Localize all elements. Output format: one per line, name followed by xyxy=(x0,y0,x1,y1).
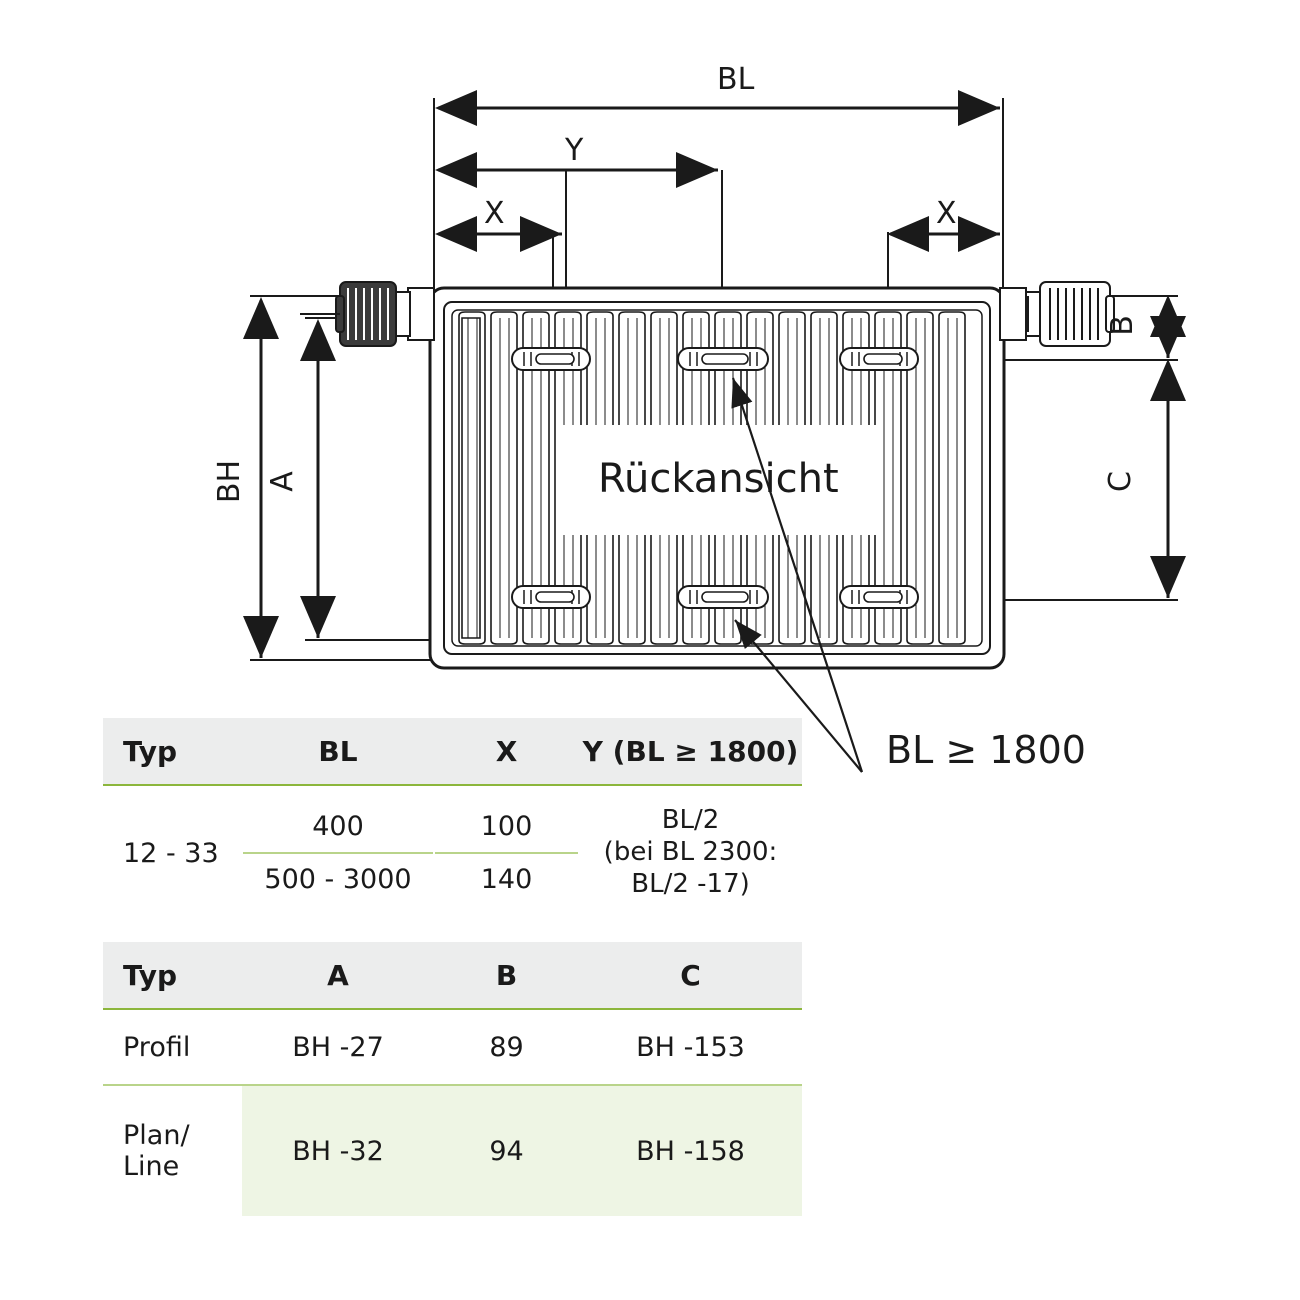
cell-c-profil: BH -153 xyxy=(636,1031,745,1063)
cell-b-profil: 89 xyxy=(489,1031,524,1063)
cell-typ-plan xyxy=(103,1085,242,1216)
table-row xyxy=(103,942,802,1009)
cell-a-plan: BH -32 xyxy=(242,1085,434,1216)
label-a: A xyxy=(264,471,300,492)
table-row xyxy=(103,1009,802,1085)
th-x: X xyxy=(434,718,579,785)
cell-x-bottom: 140 xyxy=(480,864,533,895)
cell-b-plan: 94 xyxy=(434,1085,579,1216)
table-row xyxy=(103,785,802,920)
label-bl: BL xyxy=(717,62,755,97)
th-bl: BL xyxy=(242,718,434,785)
th2-c: C xyxy=(579,942,802,1009)
table-dimensions-bl xyxy=(103,718,802,920)
th2-b: B xyxy=(434,942,579,1009)
cell-bl-bottom: 500 - 3000 xyxy=(264,864,412,895)
mounting-brackets-lower xyxy=(512,586,918,608)
cell-bl xyxy=(242,785,434,920)
mounting-brackets-upper xyxy=(512,348,918,370)
thermostat-valve-right xyxy=(1000,282,1114,346)
cell-typ-plan-line2: Line xyxy=(123,1151,180,1182)
label-b: B xyxy=(1104,315,1140,336)
table-dimensions-abc xyxy=(103,942,802,1216)
center-view-label: Rückansicht xyxy=(598,456,839,502)
label-x-right: X xyxy=(936,196,957,231)
table-row xyxy=(103,1085,802,1216)
cell-y-line2: (bei BL 2300: xyxy=(603,837,778,868)
th-y: Y (BL ≥ 1800) xyxy=(579,718,802,785)
cell-typ-profil: Profil xyxy=(123,1031,191,1063)
table-row xyxy=(103,718,802,785)
cell-c-plan: BH -158 xyxy=(579,1085,802,1216)
th2-a: A xyxy=(242,942,434,1009)
cell-bl-top: 400 xyxy=(243,803,433,854)
cell-y-line3: BL/2 -17) xyxy=(631,868,750,899)
cell-a-profil: BH -27 xyxy=(292,1031,384,1063)
label-x-left: X xyxy=(484,196,505,231)
cell-y-line1: BL/2 xyxy=(661,805,720,836)
label-bh: BH xyxy=(212,459,248,504)
cell-x-top: 100 xyxy=(435,803,578,854)
cell-typ: 12 - 33 xyxy=(123,837,219,869)
cell-x xyxy=(434,785,579,920)
thermostat-valve-left xyxy=(300,282,434,346)
label-c: C xyxy=(1102,471,1138,492)
th2-typ: Typ xyxy=(103,942,242,1009)
label-y: Y xyxy=(565,133,584,168)
cell-typ-plan-line1: Plan/ xyxy=(123,1120,190,1151)
th-typ: Typ xyxy=(103,718,242,785)
cell-y xyxy=(579,785,802,920)
note-bl-min: BL ≥ 1800 xyxy=(886,728,1086,772)
spec-tables xyxy=(103,718,799,1216)
